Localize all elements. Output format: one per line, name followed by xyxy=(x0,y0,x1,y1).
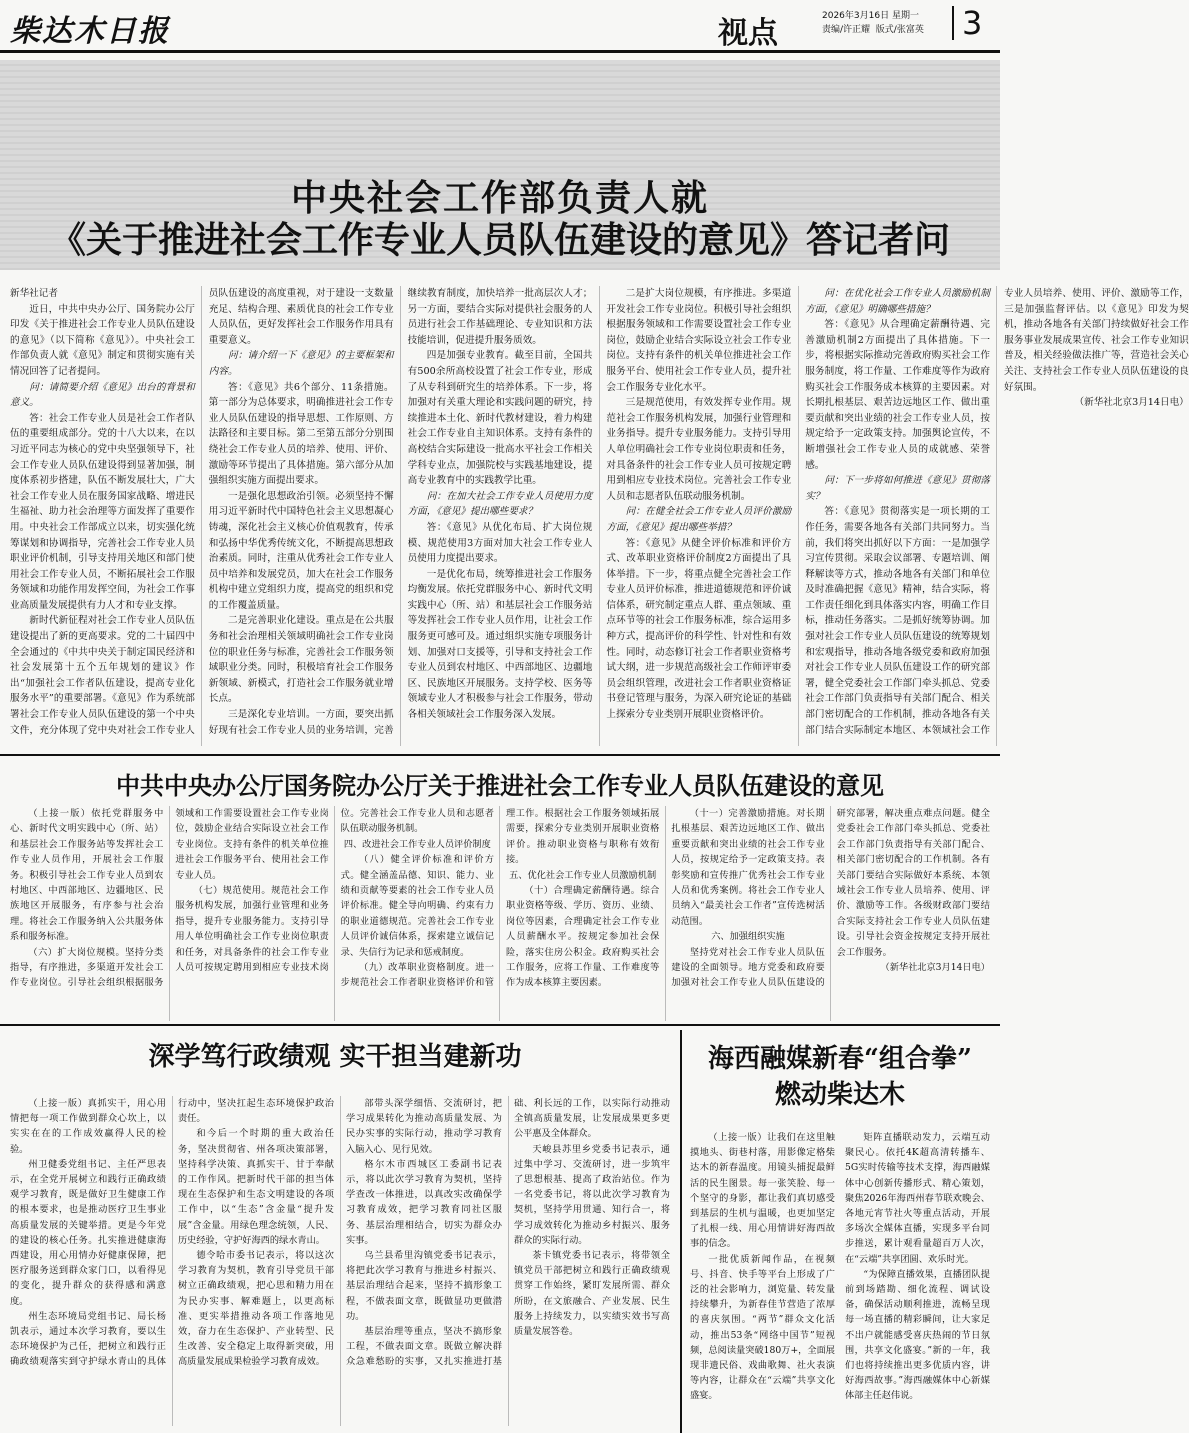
article3-paragraph: （上接一版）真抓实干，用心用情把每一项工作做到群众心坎上，以实实在在的工作成效赢得人民的检验。 xyxy=(10,1098,166,1155)
article2-paragraph: 坚持党对社会工作专业人员队伍建设的全面领导。地方党委和政府要加强对社会工作专业人员队伍建设的研究部署，解决重点难点问题。健全党委社会工作部门牵头抓总、党委社会工作部门负责指导有关部门配合、相关部门密切配合的工作机制。各有关部门要结合实际做好本系统、本领域社会工作专业人员培养、使用、评价、激励等工作。各级财政部门要结合实际支持社会工作专业人员队伍建设。引导社会资金按规定支持开展社会工作服务。 xyxy=(671,808,990,989)
article2-paragraph: （上接一版）依托党群服务中心、新时代文明实践中心（所、站）和基层社会工作服务站等发挥社会工作专业人员作用，开展社会工作服务。积极引导社会工作专业人员到农村地区、中西部地区、边疆地区、民族地区开展服务，有序参与社会治理。将社会工作服务纳入公共服务体系和服务标准。 xyxy=(10,808,164,943)
section-divider xyxy=(0,754,1000,756)
article3-paragraph: 天峻县苏里乡党委书记表示，通过集中学习、交流研讨，进一步筑牢了思想根基、提高了政治站位。作为一名党委书记，将以此次学习教育为契机，坚持学用贯通、知行合一，将学习成效转化为推动乡村振兴、服务群众的实际行动。 xyxy=(514,1143,670,1246)
editor-credits xyxy=(822,23,924,37)
article2-source: （新华社北京3月14日电） xyxy=(880,962,990,974)
article3-paragraph: 和今后一个时期的重大政治任务，坚决贯彻省、州各项决策部署，坚持科学决策、真抓实干、甘于奉献的工作作风。把新时代干部的担当体现在生态保护和生态文明建设的各项工作中，以“生态”含金量“提升发展”含金量。用绿色理念统领，人民、历史经验，守护好海西的绿水青山。 xyxy=(178,1128,334,1246)
article3-paragraph: 部带头深学细悟、交流研讨，把学习成果转化为推动高质量发展、为民办实事的实际行动，推动学习教育入脑入心、见行见效。 xyxy=(346,1098,502,1155)
article1-paragraph: 答：《意见》从健全评价标准和评价方式、改革职业资格评价制度2方面提出了具体举措。下一步，将重点健全完善社会工作专业人员评价标准，推进道德规范和评价诚信体系，研究制定重点人群、重点领域、重点环节等的社会工作服务标准，综合运用多种方式，提高评价的科学性、针对性和有效性。同时，动态修订社会工作者职业资格考试大纲，进一步规范高级社会工作师评审委员会组织管理，改进社会工作者职业资格证书登记管理与服务，为深入研究论证的基础上探索分专业类别开展职业资格评价。 xyxy=(606,537,792,721)
article1-paragraph: 新时代新征程对社会工作专业人员队伍建设提出了新的更高要求。党的二十届四中全会通过的《中共中央关于制定国民经济和社会发展第十五个五年规划的建议》作出“加强社会工作者队伍建设，提高专业化服务水平”的重要部署。《意见》作为系统部署社会工作专业人员队伍建设的第一个中央文件，充分体现了党中央对社会工作专业人员队伍建设的高度重视，对于建设一支数量充足、结构合理、素质优良的社会工作专业人员队伍，更好发挥社会工作服务作用具有重要意义。 xyxy=(10,288,394,736)
article1-body xyxy=(10,286,1189,746)
article2-paragraph: （八）健全评价标准和评价方式。健全涵盖品德、知识、能力、业绩和贡献等要素的社会工作专业人员评价标准。健全导向明确、约束有力的职业道德规范。完善社会工作专业人员评价诚信体系，探索建立诚信记录、失信行为记录和惩戒制度。 xyxy=(340,854,494,958)
article1-paragraph: 答：《意见》从优化布局、扩大岗位规模、规范使用3方面对加大社会工作专业人员使用力度提出要求。 xyxy=(407,521,593,565)
headline-banner-text xyxy=(0,60,1000,270)
article2-subheading: 五、优化社会工作专业人员激励机制 xyxy=(509,869,657,881)
article1-byline: 新华社记者 xyxy=(10,288,58,299)
article3-paragraph: 格尔木市西城区工委副书记表示，将以此次学习教育为契机，坚持学查改一体推进，以真改实改确保学习教育成效，把学习教育同社区服务、基层治理相结合，切实为群众办实事。 xyxy=(346,1158,502,1246)
article3-paragraph: 基层治理等重点，坚决不搞形象工程，不做表面文章。既做立解决群众急难愁盼的实事，又扎实推进打基础、利长远的工作，以实际行动推动全镇高质量发展，让发展成果更多更公平惠及全体群众。 xyxy=(346,1098,670,1368)
page-number: 3 xyxy=(952,6,982,40)
article2-body xyxy=(10,806,990,1021)
editor-name: 责编/许正耀 xyxy=(822,25,871,35)
article4-paragraph: 矩阵直播联动发力，云端互动聚民心。依托4K超高清转播车、5G实时传输等技术支撑，海西融媒体中心创新传播形式、精心策划，聚焦2026年海西州春节联欢晚会、各地元宵节社火等重点活动，开展多场次全媒体直播，实现多平台同步推送，累计观看量超百万人次，在“云端”共享团圆、欢乐时光。 xyxy=(845,1132,990,1265)
article1-paragraph: 三是深化专业培训。一方面，要突出抓好现有社会工作专业人员的业务培训，完善继续教育制度，加快培养一批高层次人才；另一方面，要结合实际对提供社会服务的人员进行社会工作基础理论、专业知识和方法技能培训，促进提升服务质效。 xyxy=(208,288,593,736)
article1-paragraph: 近日，中共中央办公厅、国务院办公厅印发《关于推进社会工作专业人员队伍建设的意见》（以下简称《意见》）。中央社会工作部负责人就《意见》制定和贯彻实施有关情况回答了记者提问。 xyxy=(10,303,195,377)
masthead-logo: 柴达木日报 xyxy=(10,14,170,49)
article2-title: 中共中央办公厅国务院办公厅关于推进社会工作专业人员队伍建设的意见 xyxy=(116,771,884,800)
article3-paragraph: 乌兰县希里沟镇党委书记表示，将把此次学习教育与推进乡村振兴、基层治理结合起来，坚持不搞形象工程，不做表面文章，既做显功更做潜功。 xyxy=(346,1250,502,1322)
article1-source: （新华社北京3月14日电） xyxy=(1074,397,1189,409)
page-header xyxy=(0,0,1000,53)
article2-paragraph: （十一）完善激励措施。对长期扎根基层、艰苦边远地区工作、做出重要贡献和突出业绩的社会工作专业人员，按规定给予一定政策支持。表彰奖励和宣传推广优秀社会工作专业人员和优秀案例。将社会工作专业人员纳入“最美社会工作者”宣传选树活动范围。 xyxy=(671,808,825,927)
article3-title: 深学笃行政绩观 实干担当建新功 xyxy=(148,1042,522,1072)
article1-paragraph: 四是加强专业教育。截至目前，全国共有500余所高校设置了社会工作专业，形成了从专科到研究生的培养体系。下一步，将加强对有关重大理论和实践问题的研究，持续推进本土化、新时代教材建设，着力构建社会工作专业自主知识体系。支持有条件的高校结合实际建设一批高水平社会工作相关学科专业点，加强院校与实践基地建设，提高专业教育中的实践教学比重。 xyxy=(407,350,593,487)
article2-paragraph: （十）合理确定薪酬待遇。综合职业资格等级、学历、资历、业绩、岗位等因素，合理确定社会工作专业人员薪酬水平。按规定参加社会保险，落实住房公积金。政府购买社会工作服务，应将工作量、工作难度等作为成本核算主要因素。 xyxy=(505,885,660,989)
article1-paragraph: 一是强化思想政治引领。必须坚持不懈用习近平新时代中国特色社会主义思想凝心铸魂，深化社会主义核心价值观教育，传承和弘扬中华优秀传统文化，不断提高思想政治素质。同时，注重从优秀社会工作专业人员中培养和发展党员，加大在社会工作服务机构中建立党组织力度，提高党的组织和党的工作覆盖质量。 xyxy=(208,490,394,611)
article1-paragraph: 三是规范使用，有效发挥专业作用。规范社会工作服务机构发展，加强行业管理和业务指导。提升专业服务能力。支持引导用人单位明确社会工作专业岗位职责和任务，对具备条件的社会工作专业人员可按规定聘用到相应专业技术岗位。完善社会工作专业人员和志愿者队伍联动服务机制。 xyxy=(606,397,792,502)
article1-paragraph: 答：社会工作专业人员是社会工作者队伍的重要组成部分。党的十八大以来，在以习近平同志为核心的党中央坚强领导下，社会工作专业人员队伍建设得到显著加强，制度体系初步搭建，队伍不断发展壮大，广大社会工作专业人员在服务国家战略、增进民生福祉、助力社会治理等方面发挥了重要作用。中央社会工作部成立以来，切实强化统筹谋划和协调指导，完善社会工作专业人员职业评价机制，引导支持用关地区和部门使用社会工作专业人员，不断拓展社会工作服务领域和功能作用发挥空间，为社会工作事业高质量发展提供有力人才和专业支撑。 xyxy=(10,412,195,611)
article4-title-line2: 燃动柴达木 xyxy=(774,1080,905,1110)
article1-paragraph: 二是扩大岗位规模，有序推进。多渠道开发社会工作专业岗位。积极引导社会组织根据服务领域和工作需要设置社会工作专业岗位，鼓励企业结合实际设立社会工作专业岗位。支持有条件的机关单位推进社会工作服务平台、使用社会工作专业人员，提升社会工作服务专业化水平。 xyxy=(606,288,792,393)
article1-question: 问：在优化社会工作专业人员激励机制方面，《意见》明确哪些措施？ xyxy=(805,288,990,315)
article2-paragraph: （九）改革职业资格制度。进一步规范社会工作者职业资格评价和管理工作。根据社会工作服务领域拓展需要，探索分专业类别开展职业资格评价。推动职业资格与职称有效衔接。 xyxy=(340,808,660,989)
article1-question: 问：请简要介绍《意见》出台的背景和意义。 xyxy=(10,381,195,409)
article2-subheading: 四、改进社会工作专业人员评价制度 xyxy=(343,838,491,850)
article4-body xyxy=(690,1130,990,1426)
layout-editor-name: 版式/张富英 xyxy=(875,25,924,35)
article1-paragraph: 答：《意见》共6个部分、11条措施。第一部分为总体要求，明确推进社会工作专业人员队伍建设的指导思想、工作原则、方法路径和主要目标。第二至第五部分分别围绕社会工作专业人员的培养、使用、评价、激励等环节提出了具体措施。第六部分从加强组织实施方面提出要求。 xyxy=(208,381,394,487)
article1-title-line2: 《关于推进社会工作专业人员队伍建设的意见》答记者问 xyxy=(49,219,950,261)
article1-paragraph: 一是优化布局，统筹推进社会工作服务均衡发展。依托党群服务中心、新时代文明实践中心（所、站）和基层社会工作服务站等发挥社会工作专业人员作用，让社会工作服务更可感可及。通过组织实施专项服务计划、加强对口支援等，引导和支持社会工作专业人员到农村地区、中西部地区、边疆地区、民族地区开展服务。支持学校、医务等领域专业人才积极参与社会工作服务，带动各相关领域社会工作服务深入发展。 xyxy=(407,568,593,721)
issue-date: 2026年3月16日 星期一 xyxy=(822,11,919,21)
article1-question: 问：下一步将如何推进《意见》贯彻落实？ xyxy=(805,475,990,502)
article1-paragraph: 二是完善职业化建设。重点是在公共服务和社会治理相关领域明确社会工作专业岗位的职业任务与标准，完善社会工作服务领域职业分类。同时，积极培育社会工作服务新领域、新模式，打造社会工作服务就业增长点。 xyxy=(208,615,394,705)
article2-subheading: 六、加强组织实施 xyxy=(711,931,785,943)
article3-paragraph: 州生态环境局党组书记、局长杨凯表示，通过本次学习教育，要以生态环境保护为己任，把树立和践行正确政绩观落实到守护绿水青山的具体行动中，坚决扛起生态环境保护政治责任。 xyxy=(10,1098,334,1368)
article4-paragraph: （上接一版）让我们在这里触摸地头、街巷村落，用影像定格柴达木的新春温度。用镜头捕捉最鲜活的民生图景。每一张笑脸、每一个坚守的身影，都让我们真切感受到基层的生机与温暖，也更加坚定了扎根一线、用心用情讲好海西故事的信念。 xyxy=(690,1132,835,1250)
section-title: 视点 xyxy=(718,16,778,51)
article1-question: 问：在健全社会工作专业人员评价激励方面，《意见》提出哪些举措？ xyxy=(606,506,792,533)
issue-meta xyxy=(822,9,924,37)
article2-paragraph: （六）扩大岗位规模。坚持分类指导，有序推进，多渠道开发社会工作专业岗位。引导社会组织根据服务领域和工作需要设置社会工作专业岗位，鼓励企业结合实际设立社会工作专业岗位。支持有条件的机关单位推进社会工作服务平台、使用社会工作专业人员。 xyxy=(10,808,329,989)
article3-paragraph: 德令哈市委书记表示，将以这次学习教育为契机，教育引导党员干部树立正确政绩观，把心思和精力用在为民办实事、解难题上，以更高标准、更实举措推动各项工作落地见效，奋力在生态保护、产业转型、民生改善、安全稳定上取得新突破，用高质量发展成果检验学习教育成效。 xyxy=(178,1250,334,1368)
article3-paragraph: 州卫健委党组书记、主任严思表示，在全党开展树立和践行正确政绩观学习教育，既是做好卫生健康工作的根本要求，也是推动医疗卫生事业高质量发展的关键举措。更是今年党的建设的核心任务。扎实推进健康海西建设，用心用情办好健康保障，把医疗服务送到群众家门口，以看得见的变化，提升群众的获得感和满意度。 xyxy=(10,1158,166,1307)
article1-paragraph: 答：《意见》从合理确定薪酬待遇、完善激励机制2方面提出了具体措施。下一步，将根据实际推动完善政府购买社会工作服务制度，将工作量、工作难度等作为政府购买社会工作服务成本核算的主要因素。对长期扎根基层、艰苦边远地区工作、做出重要贡献和突出业绩的社会工作专业人员，按规定给予一定政策支持。加强舆论宣传，不断增强社会工作专业人员的成就感、荣誉感。 xyxy=(805,319,990,471)
article1-title-line1: 中央社会工作部负责人就 xyxy=(290,177,709,219)
article2-paragraph: （七）规范使用。规范社会工作服务机构发展，加强行业管理和业务指导，提升专业服务能力。支持引导用人单位明确社会工作专业岗位职责和任务，对具备条件的社会工作专业人员可按规定聘用到相应专业技术岗位。完善社会工作专业人员和志愿者队伍联动服务机制。 xyxy=(175,808,494,974)
article4-title-line1: 海西融媒新春“组合拳” xyxy=(708,1044,972,1074)
article4-paragraph: 一批优质新闻作品，在视频号、抖音、快手等平台上形成了广泛的社会影响力，浏览量、转发量持续攀升，为新春佳节营造了浓厚的喜庆氛围。“两节”群众文化活动，推出53条“网络中国节”短视频，总阅读量突破180万+，全面展现非遗民俗、戏曲歌舞、社火表演等内容，让群众在“云端”共享文化盛宴。 xyxy=(690,1253,835,1402)
section-divider xyxy=(0,1024,1000,1026)
article3-paragraph: 茶卡镇党委书记表示，将带领全镇党员干部把树立和践行正确政绩观贯穿工作始终，紧盯发展所需、群众所盼，在文旅融合、产业发展、民生服务上持续发力，以实绩实效书写高质量发展答卷。 xyxy=(514,1250,670,1338)
article3-body xyxy=(10,1096,670,1426)
article1-paragraph: 答：《意见》贯彻落实是一项长期的工作任务，需要各地各有关部门共同努力。当前，我们将突出抓好以下方面：一是加强学习宣传贯彻。采取会议部署、专题培训、阐释解读等方式，推动各地各有关部门和单位及时准确把握《意见》精神，结合实际，将工作责任细化到具体落实内容，明确工作目标，推动任务落实。二是抓好统筹协调。加强对社会工作专业人员队伍建设的统筹规划和宏观指导，推动各地各级党委和政府加强对社会工作专业人员队伍建设工作的研究部署，健全党委社会工作部门牵头抓总、党委社会工作部门负责指导有关部门配合、相关部门密切配合的工作机制，推动各地各有关部门结合实际制定本地区、本领域社会工作专业人员培养、使用、评价、激励等工作，三是加强监督评估。以《意见》印发为契机，推动各地各有关部门持续做好社会工作服务事业发展成果宣传、社会工作专业知识普及，相关经验做法推广等，营造社会关心关注、支持社会工作专业人员队伍建设的良好氛围。 xyxy=(805,288,1189,736)
article1-question: 问：在加大社会工作专业人员使用力度方面，《意见》提出哪些要求？ xyxy=(407,490,593,518)
article4-paragraph: “为保障直播效果，直播团队提前到场踏勘、细化流程、调试设备，确保活动顺利推进，流畅呈现每一场直播的精彩瞬间，让大家足不出户就能感受喜庆热闹的节日氛围，共享文化盛宴。”新的一年，我们也将持续推出更多优质内容，讲好海西故事。”海西融媒体中心新媒体部主任赵伟说。 xyxy=(845,1268,990,1402)
article1-question: 问：请介绍一下《意见》的主要框架和内容。 xyxy=(208,350,394,377)
